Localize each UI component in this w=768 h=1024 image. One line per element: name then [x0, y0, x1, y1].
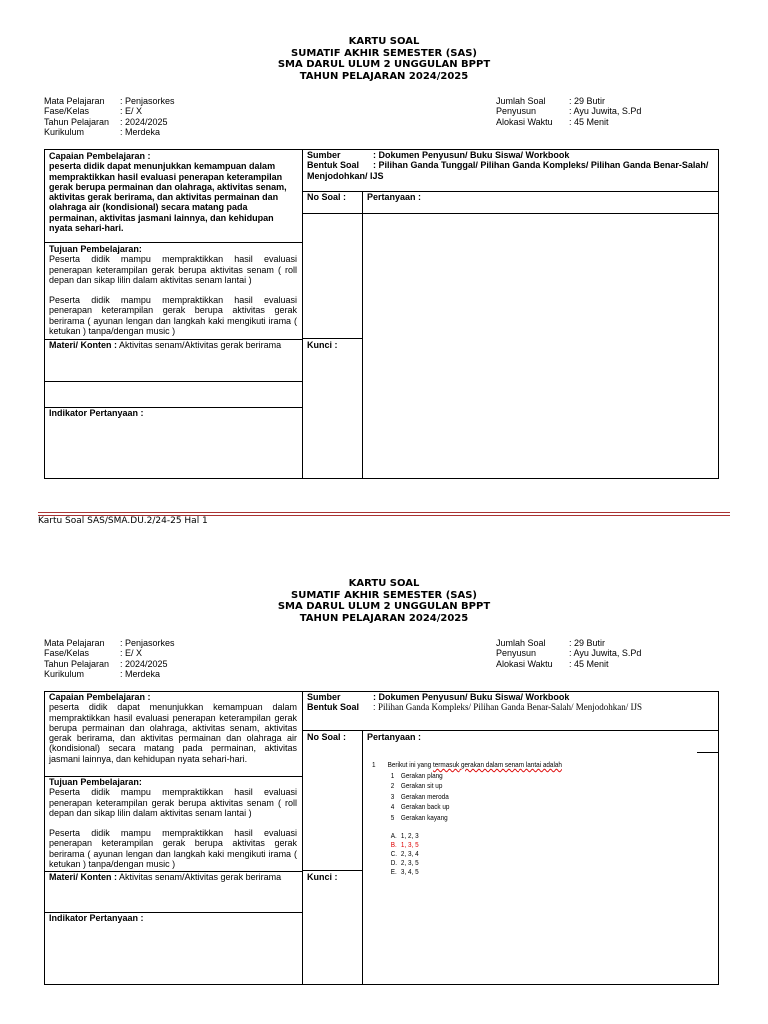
- sumber-row: Sumber : Dokumen Penyusun/ Buku Siswa/ Workbook Bentuk Soal : Pilihan Ganda Kompleks/ Pilihan Ganda Benar-Salah/ Menjodohkan/ IJS: [307, 692, 643, 713]
- meta-left: Mata Pelajaran : Penjasorkes Fase/Kelas : E/ X Tahun Pelajaran : 2024/2025 Kurikulum : Merdeka: [44, 638, 175, 679]
- indikator-section: Indikator Pertanyaan :: [49, 913, 144, 923]
- answer-option-correct: B. 1, 3, 5: [390, 840, 419, 849]
- materi-section: Materi/ Konten : Aktivitas senam/Aktivitas gerak berirama: [49, 340, 282, 350]
- answer-option: C. 2, 3, 4: [390, 849, 419, 858]
- statement-item: 1 Gerakan plang: [390, 770, 443, 780]
- statement-item: 2 Gerakan sit up: [390, 781, 443, 790]
- question-number: 1: [372, 760, 376, 769]
- tp-section: Tujuan Pembelajaran: Peserta didik mampu mempraktikkan hasil evaluasi penerapan keterampilan gerak berupa aktivitas senam ( roll depan dan sikap lilin dalam aktivitas senam lantai ) Peserta didik mampu mempraktikkan hasil evaluasi penerapan keterampilan gerak berupa aktivitas gerak berirama ( ayunan lengan dan langkah kaki mengikuti irama ( ketukan ) tanpa/dengan music ): [49, 244, 297, 337]
- question-1: 1 Berikut ini yang termasuk gerakan dalam senam lantai adalah 1 Gerakan plang 2 Gerakan sit up 3 Gerakan meroda 4 Gerakan back up 5 Gerakan kayang A. 1, 2, 3 B. 1, 3, 5 C. 2, 3, 4 D. 2, 3, 5 E. 3, 4, 5: [372, 760, 593, 876]
- page-footer: Kartu Soal SAS/SMA.DU.2/24-25 Hal 1: [38, 516, 208, 526]
- kunci-label: Kunci :: [307, 872, 338, 882]
- question-text: Berikut ini yang: [387, 760, 433, 769]
- card-title: KARTU SOAL SUMATIF AKHIR SEMESTER (SAS) SMA DARUL ULUM 2 UNGGULAN BPPT TAHUN PELAJARAN 2024/2025: [277, 578, 491, 624]
- pertanyaan-label: Pertanyaan :: [367, 192, 422, 202]
- tp-section: Tujuan Pembelajaran: Peserta didik mampu mempraktikkan hasil evaluasi penerapan keterampilan gerak berupa aktivitas senam ( roll depan dan sikap lilin dalam aktivitas senam lantai ) Peserta didik mampu mempraktikkan hasil evaluasi penerapan keterampilan gerak berupa aktivitas gerak berirama ( ayunan lengan dan langkah kaki mengikuti irama ( ketukan ) tanpa/dengan music ): [49, 777, 297, 870]
- meta-left: Mata Pelajaran : Penjasorkes Fase/Kelas : E/ X Tahun Pelajaran : 2024/2025 Kurikulum : Merdeka: [44, 96, 175, 137]
- card-title: KARTU SOAL SUMATIF AKHIR SEMESTER (SAS) SMA DARUL ULUM 2 UNGGULAN BPPT TAHUN PELAJARAN 2024/2025: [277, 36, 491, 82]
- statement-item: 5 Gerakan kayang: [390, 812, 448, 822]
- divider-line: [38, 512, 730, 513]
- meta-right: Jumlah Soal : 29 Butir Penyusun : Ayu Juwita, S.Pd Alokasi Waktu : 45 Menit: [496, 96, 642, 127]
- kunci-label: Kunci :: [307, 340, 338, 350]
- no-soal-label: No Soal :: [307, 192, 347, 202]
- cp-section: Capaian Pembelajaran : peserta didik dapat menunjukkan kemampuan dalam mempraktikkan hasil evaluasi penerapan keterampilan gerak berupa permainan dan olahraga, aktivitas senam, aktivitas gerak berirama, dan aktivitas permainan dan olahraga air (kondisional) secara matang pada permainan, aktivitas jasmani lainnya, dan kehidupan nyata sehari-hari.: [49, 151, 287, 234]
- answer-option: E. 3, 4, 5: [390, 867, 419, 876]
- answer-option: D. 2, 3, 5: [390, 858, 419, 867]
- materi-section: Materi/ Konten : Aktivitas senam/Aktivitas gerak berirama: [49, 872, 282, 882]
- indikator-section: Indikator Pertanyaan :: [49, 408, 144, 418]
- sumber-row: Sumber : Dokumen Penyusun/ Buku Siswa/ Workbook Bentuk Soal : Pilihan Ganda Tunggal/ Pilihan Ganda Kompleks/ Pilihan Ganda Benar-Salah/ Menjodohkan/ IJS: [307, 150, 709, 181]
- statement-item: 3 Gerakan meroda: [390, 791, 449, 801]
- cp-section: Capaian Pembelajaran : peserta didik dapat menunjukkan kemampuan dalam mempraktikkan hasil evaluasi penerapan keterampilan gerak berupa permainan dan olahraga, aktivitas senam, aktivitas gerak berirama, dan aktivitas permainan dan olahraga air (kondisional) secara matang pada permainan, aktivitas jasmani lainnya, dan kehidupan nyata sehari-hari.: [49, 692, 297, 764]
- question-box: [302, 191, 719, 479]
- answer-option: A. 1, 2, 3: [390, 831, 419, 840]
- meta-right: Jumlah Soal : 29 Butir Penyusun : Ayu Juwita, S.Pd Alokasi Waktu : 45 Menit: [496, 638, 642, 669]
- pertanyaan-label: Pertanyaan :: [367, 732, 422, 742]
- statement-item: 4 Gerakan back up: [390, 802, 450, 811]
- no-soal-label: No Soal :: [307, 732, 347, 742]
